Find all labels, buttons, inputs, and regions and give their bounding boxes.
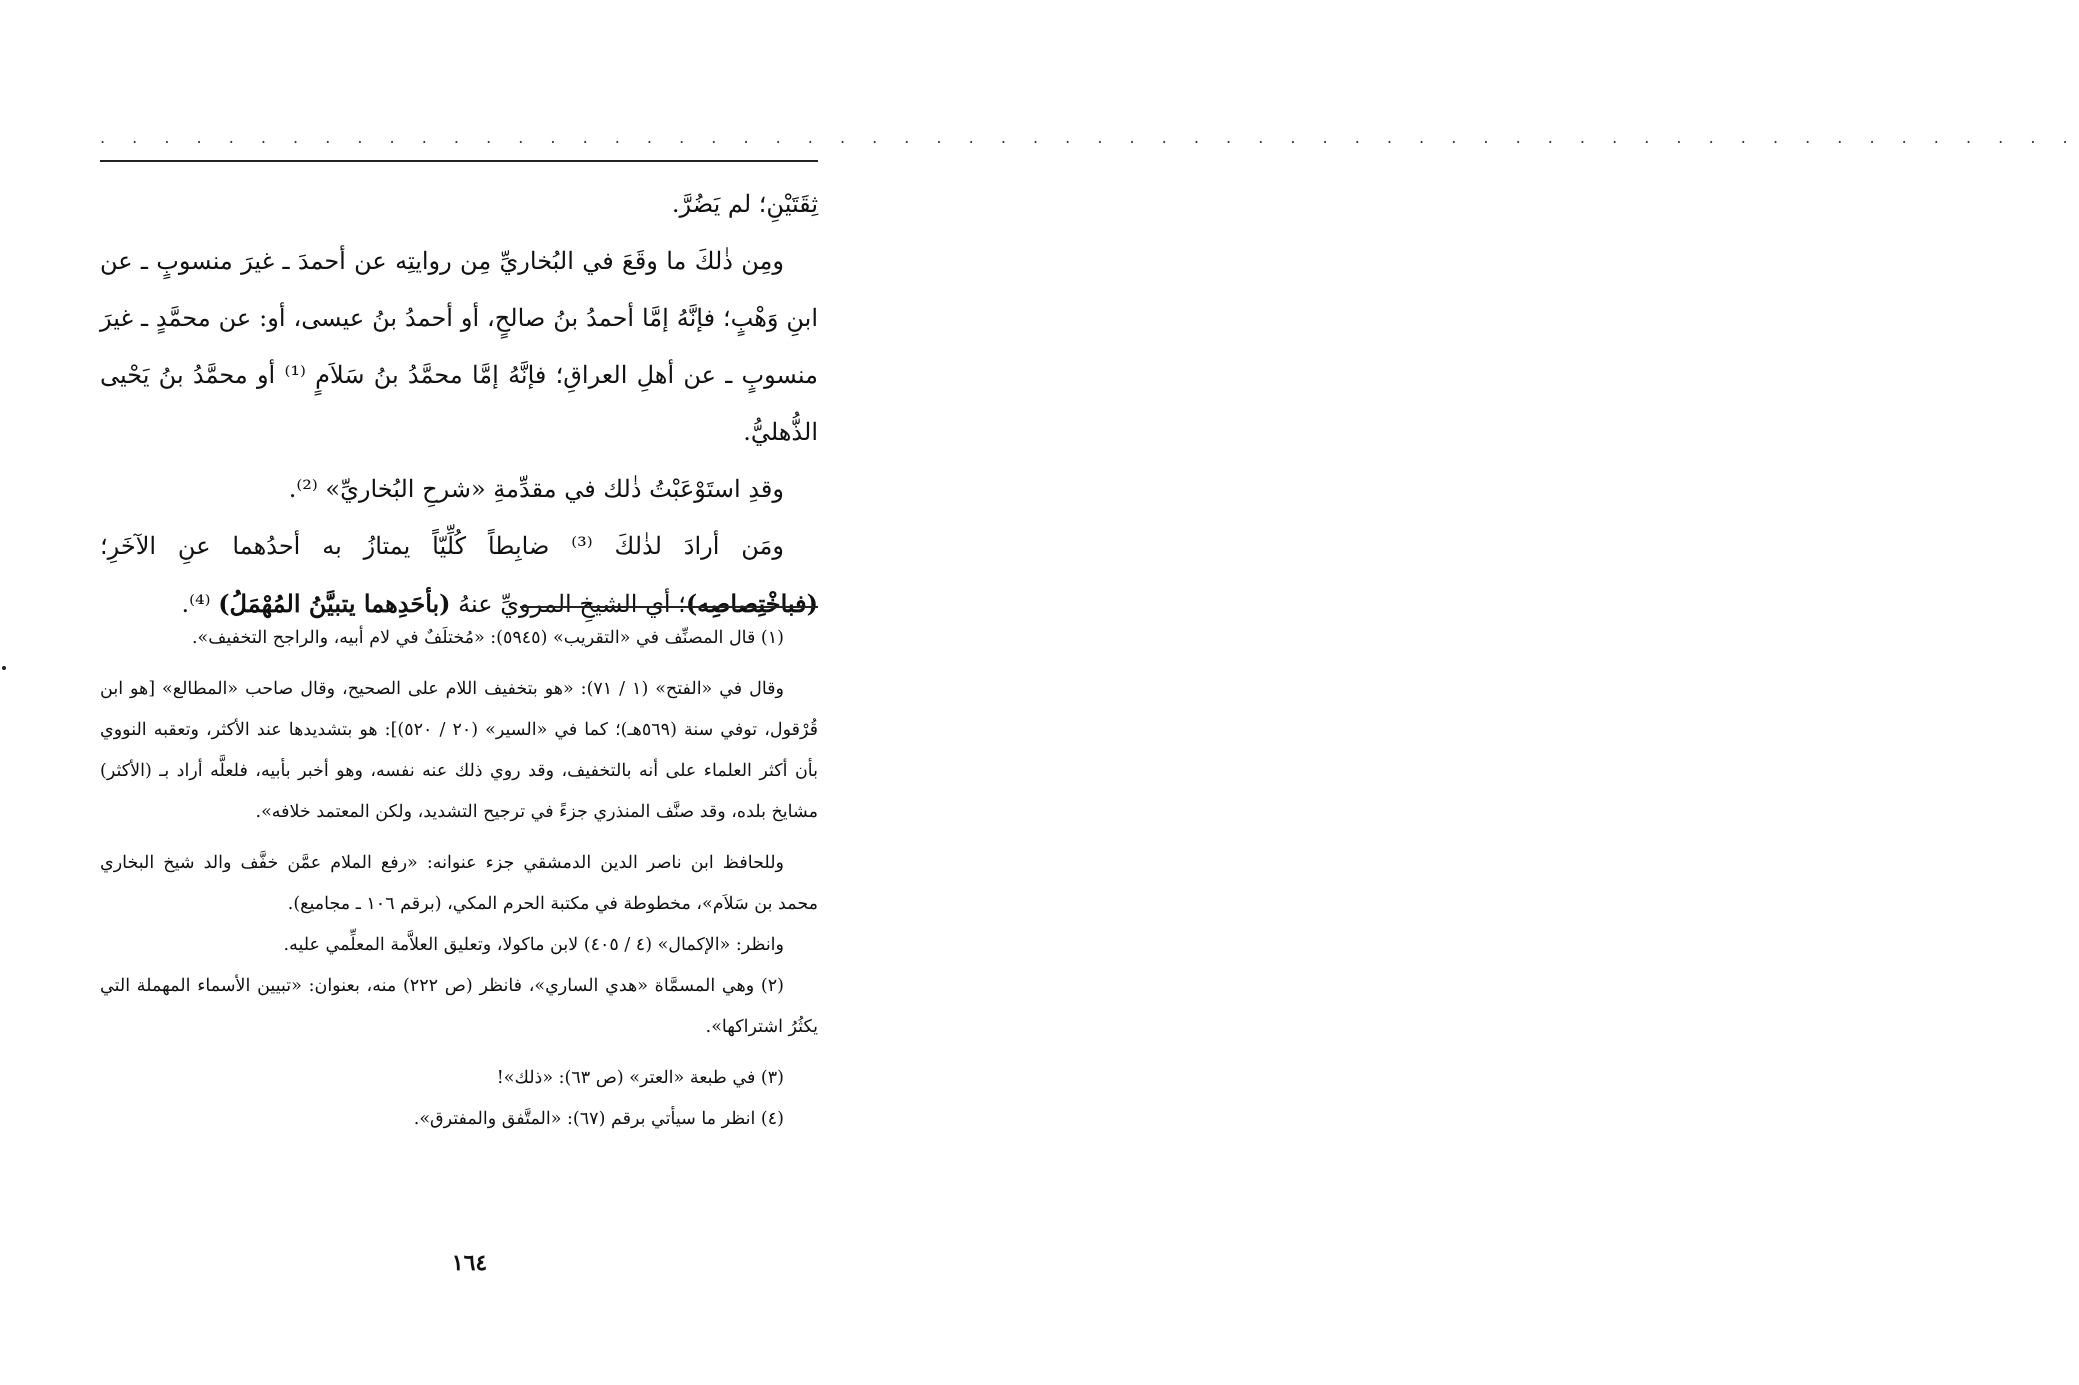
header-rule — [100, 160, 818, 162]
main-text — [100, 176, 818, 633]
rule-explanation-text: ؛ أي الشيخِ المرويِّ عنهُ — [450, 590, 686, 618]
footnote-1-ikmal: وانظر: «الإكمال» (٤ / ٤٠٥) لابن ماكولا، وتعليق العلاَّمة المعلِّمي عليه. — [283, 935, 784, 955]
footnote-2: (٢) وهي المسمَّاة «هدي الساري»، فانظر (ص ٢٢٢) منه، بعنوان: «تبيين الأسماء المهملة التي يكثُرُ اشتراكها». — [100, 976, 818, 1037]
footnote-ref-4: ⁽⁴⁾. — [181, 590, 219, 618]
footnotes — [100, 618, 818, 1140]
paragraph-general-rule — [100, 518, 818, 633]
margin-mark — [2, 666, 6, 670]
paragraph-bukhari-example: ومِن ذٰلكَ ما وقَعَ في البُخاريِّ مِن روايتِه عن أحمدَ ـ غيرَ منسوبٍ ـ عن ابنِ وَهْبٍ؛ فإنَّهُ إمَّا أحمدُ بنُ صالحٍ، أو أحمدُ بنُ عيسى، أو: عن محمَّدٍ ـ غيرَ منسوبٍ ـ عن أهلِ العراقِ؛ فإنَّهُ إمَّا محمَّدُ بنُ سَلاَمٍ ⁽¹⁾ أو محمَّدُ بنُ يَحْيى الذُّهليُّ. — [100, 247, 819, 446]
page-number: ١٦٤ — [451, 1250, 488, 1276]
matn-bold-1: (فباخْتِصاصِه) — [685, 589, 818, 618]
footnote-3: (٣) في طبعة «العتر» (ص ٦٣): «ذلك»! — [496, 1068, 784, 1088]
footnote-1-text: (١) قال المصنِّف في «التقريب» (٥٩٤٥): «مُختلَفٌ في لام أبيه، والراجح التخفيف». — [191, 628, 784, 648]
footnote-1-fath: وقال في «الفتح» (١ / ٧١): «هو بتخفيف اللام على الصحيح، وقال صاحب «المطالع» [هو ابن قُرْقول، توفي سنة (٥٦٩هـ)؛ كما في «السير» (٢٠ / ٥٢٠)]: هو بتشديدها عند الأكثر، وتعقبه النووي بأن أكثر العلماء على أنه بالتخفيف، وقد روي ذلك عنه نفسه، وهو أخبر بأبيه، فلعلَّه أراد بـ (الأكثر) مشايخ بلده، وقد صنَّف المنذري جزءً في ترجيح التشديد، ولكن المعتمد خلافه». — [100, 679, 819, 822]
footnote-separator — [520, 606, 818, 608]
paragraph-introduction-reference: وقدِ استَوْعَبْتُ ذٰلك في مقدِّمةِ «شرحِ البُخاريِّ» ⁽²⁾. — [288, 475, 784, 503]
footnote-4: (٤) انظر ما سيأتي برقم (٦٧): «المتَّفق والمفترق». — [413, 1109, 784, 1129]
paragraph-continuation: ثِقَتَيْنِ؛ لم يَضُرَّ. — [671, 190, 818, 218]
footnote-1-ibn-nasir: وللحافظ ابن ناصر الدين الدمشقي جزء عنوانه: «رفع الملام عمَّن خفَّف والد شيخ البخاري محمد بن سَلاَم»، مخطوطة في مكتبة الحرم المكي، (برقم ١٠٦ ـ مجاميع). — [100, 853, 818, 914]
rule-lead-text: ومَن أرادَ لذٰلكَ ⁽³⁾ ضابِطاً كُلِّيّاً يمتازُ به أحدُهما عنِ الآخَرِ؛ — [100, 532, 785, 560]
header-dotted-line: . . . . . . . . . . . . . . . . . . . . . . . . . . . . . . . . . . . . . . . . . . . . . . . . . . . . . . . . . . . . . . — [100, 128, 2079, 147]
matn-bold-2: (بأحَدِهما يتبيَّنُ المُهْمَلُ) — [218, 589, 451, 618]
